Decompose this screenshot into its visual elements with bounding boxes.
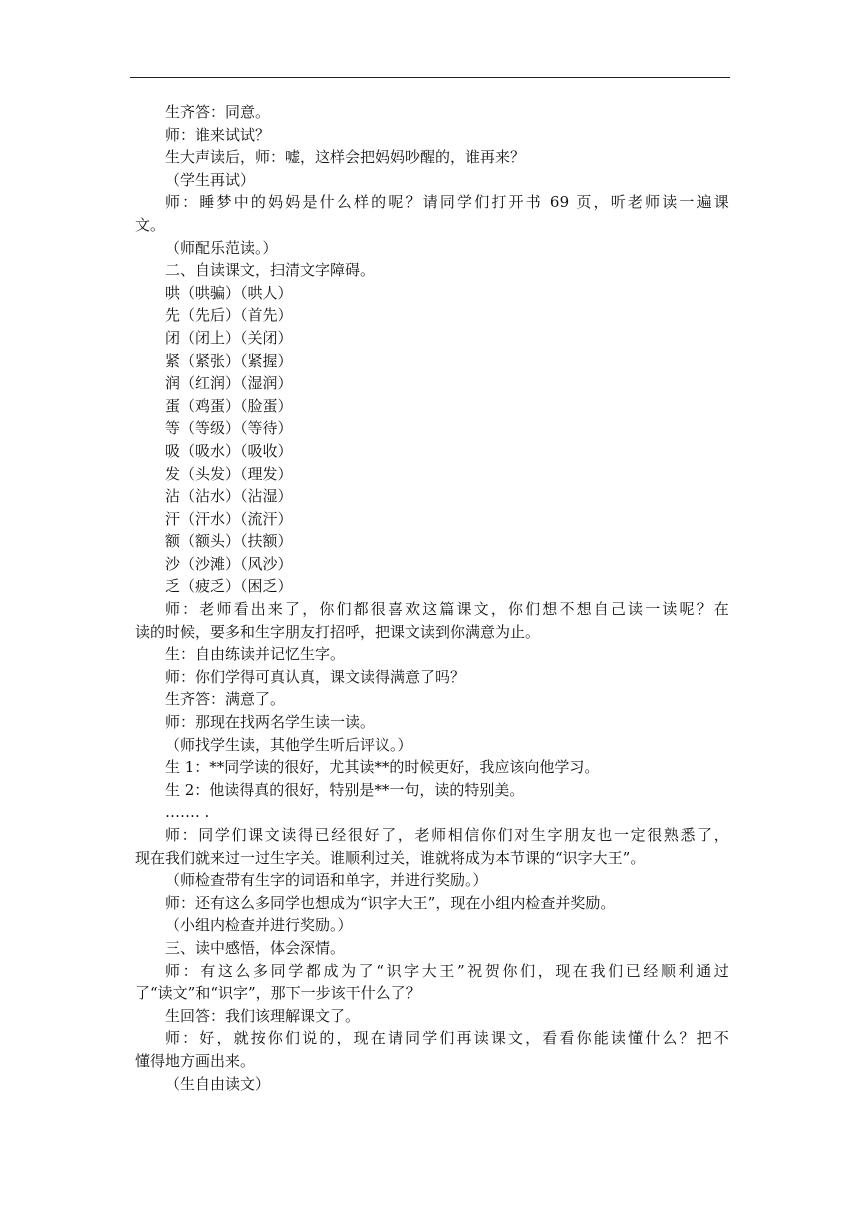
- paragraph-line: 师：老师看出来了，你们都很喜欢这篇课文，你们想不想自己读一读呢？在: [165, 600, 729, 619]
- paragraph-line: 沙（沙滩）（风沙）: [165, 554, 293, 573]
- paragraph-line: ……. .: [165, 803, 210, 822]
- header-rule: [130, 77, 730, 78]
- paragraph-line: （师配乐范读。）: [165, 238, 278, 257]
- document-body: [135, 101, 729, 1095]
- paragraph-line: 紧（紧张）（紧握）: [165, 351, 293, 370]
- paragraph-line: （小组内检查并进行奖励。）: [165, 916, 353, 935]
- paragraph-line: （学生再试）: [165, 170, 256, 189]
- paragraph-line: 读的时候，要多和生字朋友打招呼，把课文读到你满意为止。: [135, 622, 541, 641]
- paragraph-line: 懂得地方画出来。: [135, 1051, 256, 1070]
- paragraph-line: （师检查带有生字的词语和单字，并进行奖励。）: [165, 871, 488, 890]
- paragraph-line: 沾（沾水）（沾湿）: [165, 487, 293, 506]
- paragraph-line: 二、自读课文，扫清文字障碍。: [165, 261, 376, 280]
- paragraph-line: 现在我们就来过一过生字关。谁顺利过关，谁就将成为本节课的“识字大王”。: [135, 848, 646, 867]
- paragraph-line: 生大声读后，师：嘘，这样会把妈妈吵醒的，谁再来？: [165, 148, 526, 167]
- paragraph-line: 师：谁来试试？: [165, 125, 271, 144]
- paragraph-line: 师：同学们课文读得已经很好了，老师相信你们对生字朋友也一定很熟悉了，: [165, 826, 729, 844]
- paragraph-line: 师：你们学得可真认真，课文读得满意了吗？: [165, 667, 466, 686]
- paragraph-line: 乏（疲乏）（困乏）: [165, 577, 293, 596]
- paragraph-line: 师：那现在找两名学生读一读。: [165, 713, 376, 732]
- paragraph-line: 润（红润）（湿润）: [165, 374, 293, 393]
- paragraph-line: 师：还有这么多同学也想成为“识字大王”，现在小组内检查并奖励。: [165, 893, 616, 912]
- paragraph-line: 先（先后）（首先）: [165, 306, 293, 325]
- paragraph-line: 生齐答：满意了。: [165, 690, 286, 709]
- paragraph-line: 师：有这么多同学都成为了“识字大王”祝贺你们，现在我们已经顺利通过: [165, 961, 729, 980]
- paragraph-line: 了“读文”和“识字”，那下一步该干什么了？: [135, 984, 421, 1003]
- paragraph-line: 生 2：他读得真的很好，特别是**一句，读的特别美。: [165, 780, 525, 799]
- paragraph-line: 闭（闭上）（关闭）: [165, 328, 293, 347]
- paragraph-line: 生齐答：同意。: [165, 103, 271, 121]
- paragraph-line: 三、读中感悟，体会深情。: [165, 938, 346, 957]
- paragraph-line: 额（额头）（扶额）: [165, 532, 293, 551]
- paragraph-line: 生回答：我们该理解课文了。: [165, 1006, 361, 1025]
- paragraph-line: 哄（哄骗）（哄人）: [165, 283, 293, 302]
- paragraph-line: 汗（汗水）（流汗）: [165, 509, 293, 528]
- paragraph-line: 吸（吸水）（吸收）: [165, 441, 293, 460]
- paragraph-line: 生 1：**同学读的很好，尤其读**的时候更好，我应该向他学习。: [165, 758, 600, 777]
- paragraph-line: 文。: [135, 215, 166, 234]
- paragraph-line: 等（等级）（等待）: [165, 419, 293, 438]
- paragraph-line: 师：好，就按你们说的，现在请同学们再读课文，看看你能读懂什么？把不: [165, 1029, 729, 1048]
- paragraph-line: 生：自由练读并记忆生字。: [165, 645, 346, 664]
- paragraph-line: 师：睡梦中的妈妈是什么样的呢？请同学们打开书 69 页，听老师读一遍课: [165, 193, 729, 212]
- paragraph-line: （生自由读文）: [165, 1074, 271, 1093]
- paragraph-line: 发（头发）（理发）: [165, 464, 293, 483]
- paragraph-line: 蛋（鸡蛋）（脸蛋）: [165, 396, 293, 415]
- paragraph-line: （师找学生读，其他学生听后评议。）: [165, 735, 413, 754]
